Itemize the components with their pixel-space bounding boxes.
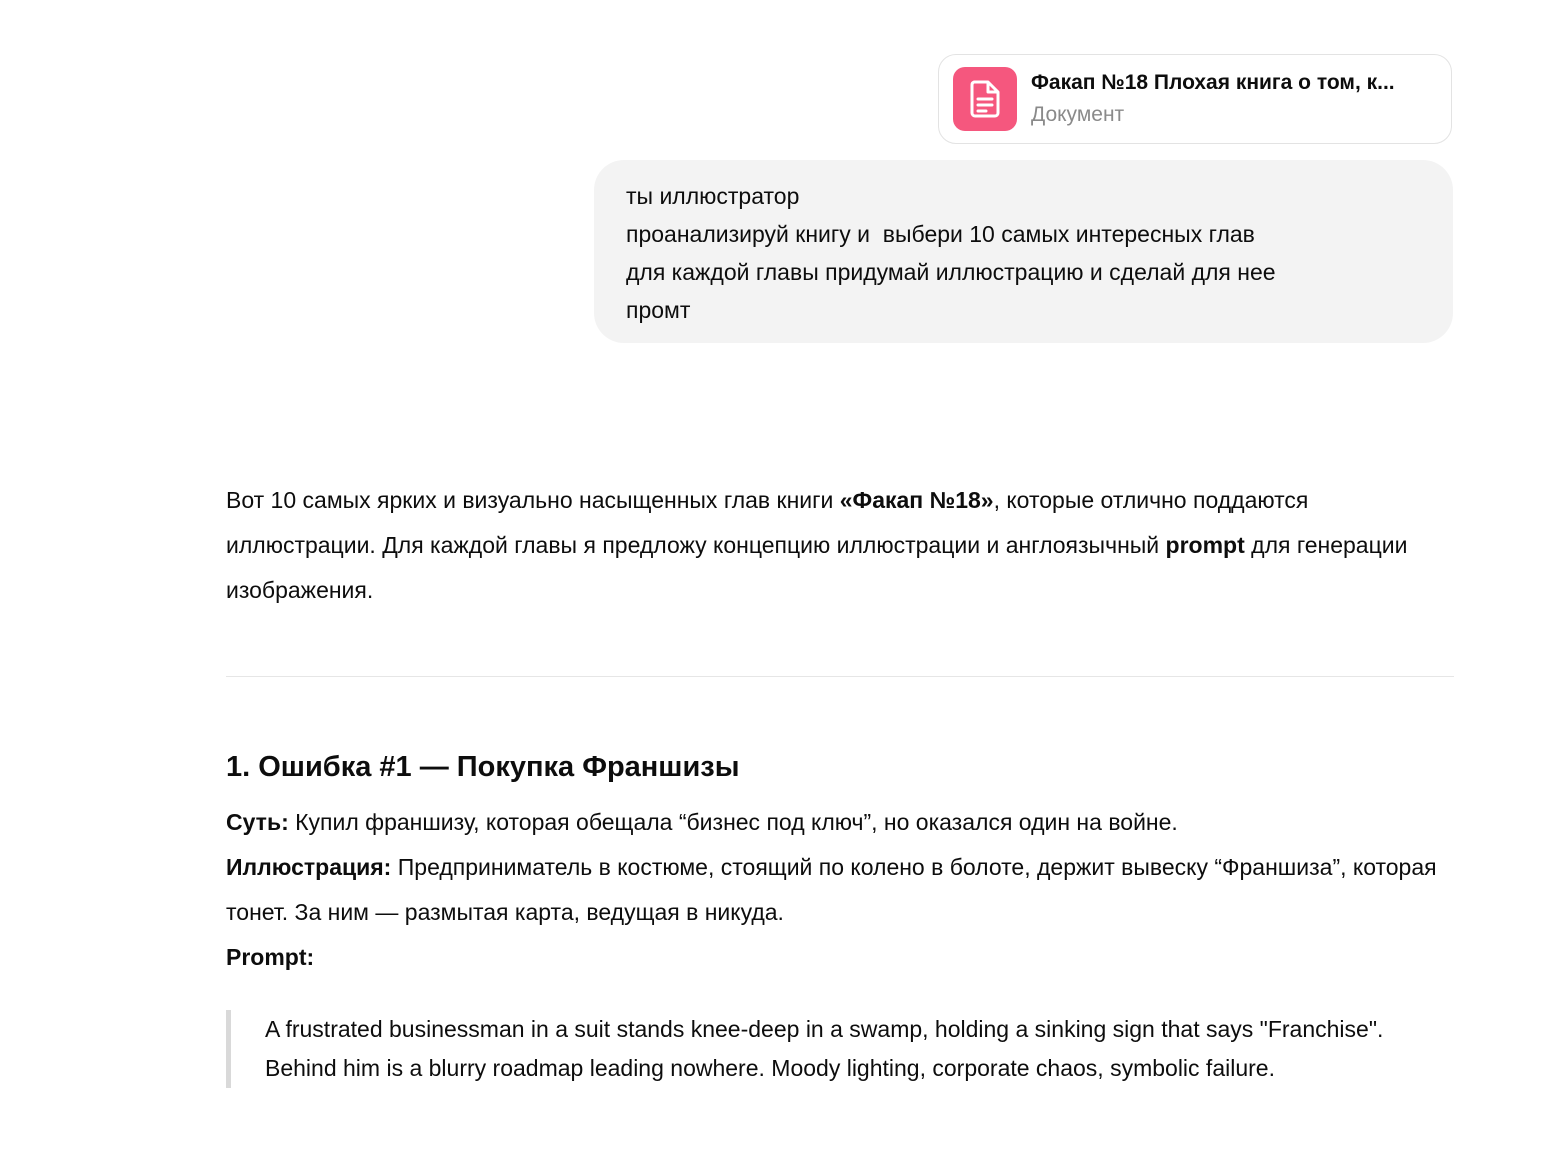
assistant-message xyxy=(226,478,1454,613)
essence-label: Суть: xyxy=(226,809,289,835)
intro-prompt-word: prompt xyxy=(1165,532,1245,558)
user-message-line: промт xyxy=(626,297,691,323)
document-icon xyxy=(953,67,1017,131)
illustration-label: Иллюстрация: xyxy=(226,854,392,880)
user-message-bubble xyxy=(594,160,1453,343)
intro-text: для генерации изображения. xyxy=(226,532,1408,603)
file-attachment-card[interactable] xyxy=(938,54,1452,144)
prompt-paragraph xyxy=(226,935,1454,980)
essence-paragraph xyxy=(226,800,1454,845)
user-message-line: ты иллюстратор xyxy=(626,183,800,209)
illustration-text: Предприниматель в костюме, стоящий по колено в болоте, держит вывеску “Франшиза”, которая тонет. За ним — размытая карта, ведущая в никуда. xyxy=(226,854,1437,925)
intro-text: , которые отлично поддаются иллюстрации. Для каждой главы я предложу концепцию иллюстрации и англоязычный xyxy=(226,487,1309,558)
essence-text: Купил франшизу, которая обещала “бизнес под ключ”, но оказался один на войне. xyxy=(288,809,1178,835)
document-icon-glyph xyxy=(968,80,1002,118)
chapter-section xyxy=(226,742,1454,980)
assistant-intro xyxy=(226,478,1454,613)
prompt-blockquote xyxy=(226,1010,1426,1088)
prompt-label: Prompt: xyxy=(226,944,315,970)
intro-text: Вот 10 самых ярких и визуально насыщенных глав книги xyxy=(226,487,840,513)
file-type: Документ xyxy=(1031,103,1125,126)
file-meta xyxy=(1031,69,1395,129)
section-title: 1. Ошибка #1 — Покупка Франшизы xyxy=(226,751,740,783)
file-name: Факап №18 Плохая книга о том, к... xyxy=(1031,71,1395,94)
illustration-paragraph xyxy=(226,845,1454,935)
intro-book-title: «Факап №18» xyxy=(839,487,994,513)
user-message-line: для каждой главы придумай иллюстрацию и сделай для нее xyxy=(626,259,1276,285)
section-divider xyxy=(226,676,1454,677)
prompt-text: A frustrated businessman in a suit stands knee-deep in a swamp, holding a sinking sign that says "Franchise". Behind him is a blurry roadmap leading nowhere. Moody lighting, corporate chaos, symbolic failure. xyxy=(265,1016,1384,1081)
user-message-line: проанализируй книгу и выбери 10 самых интересных глав xyxy=(626,221,1255,247)
